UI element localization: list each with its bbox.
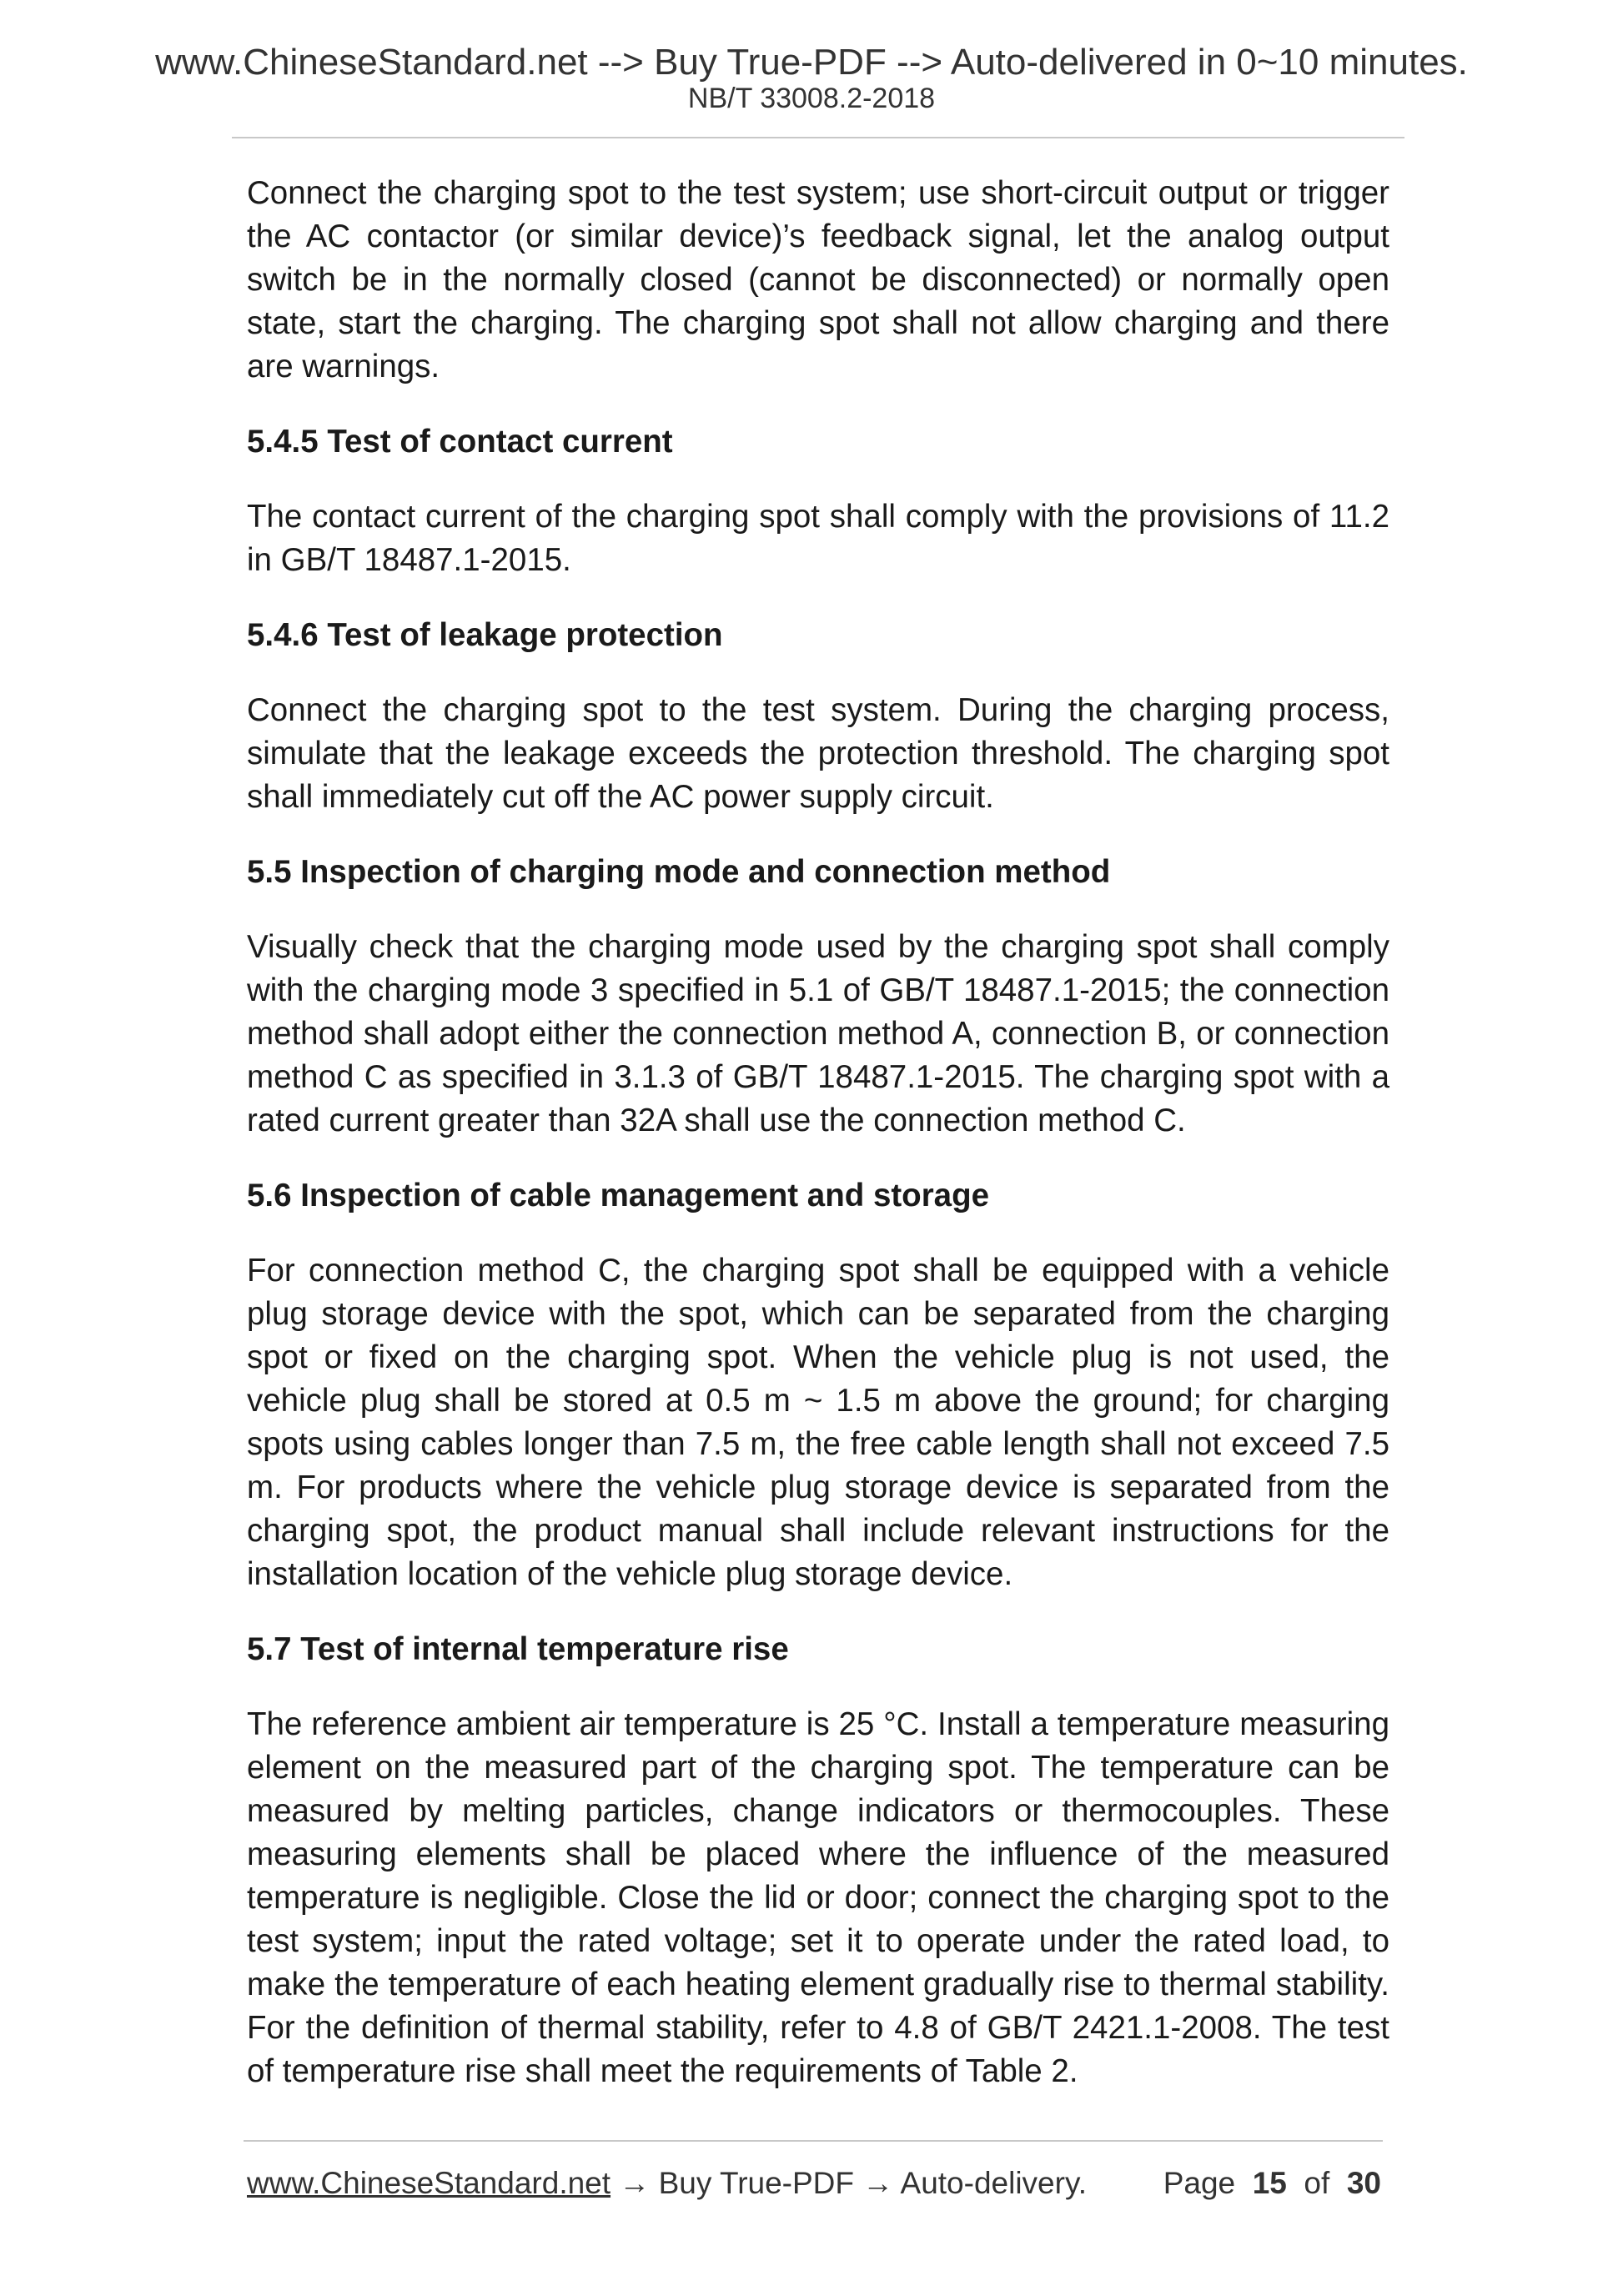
paragraph-temperature-rise: The reference ambient air temperature is 25 °C. Install a temperature measuring element on the measured part of the charging spot. The temperature can be measured by melting particles, change indicators or thermocouples. These measuring elements shall be placed where the influence of the measured temperature is negligible. Close the lid or door; connect the charging spot to the test system; input the rated voltage; set it to operate under the rated load, to make the temperature of each heating element gradually rise to thermal stability. For the definition of thermal stability, refer to 4.8 of GB/T 2421.1-2008. The test of temperature rise shall meet the requirements of Table 2. <box>247 1706 1389 2089</box>
heading-5-5: 5.5 Inspection of charging mode and connection method <box>247 854 1111 890</box>
page-content <box>247 172 1389 2125</box>
heading-5-4-6: 5.4.6 Test of leakage protection <box>247 617 723 653</box>
paragraph-charging-mode: Visually check that the charging mode used by the charging spot shall comply with the charging mode 3 specified in 5.1 of GB/T 18487.1-2015; the connection method shall adopt either the connection method A, connection B, or connection method C as specified in 3.1.3 of GB/T 18487.1-2015. The charging spot with a rated current greater than 32A shall use the connection method C. <box>247 929 1389 1138</box>
heading-5-6: 5.6 Inspection of cable management and storage <box>247 1178 990 1213</box>
document-number: NB/T 33008.2-2018 <box>687 83 936 114</box>
footer-site-link[interactable]: www.ChineseStandard.net <box>247 2166 611 2200</box>
footer-tagline: → Buy True-PDF → Auto-delivery. <box>611 2166 1087 2200</box>
current-page-number: 15 <box>1252 2166 1287 2200</box>
site-banner: www.ChineseStandard.net --> Buy True-PDF --> Auto-delivered in 0~10 minutes. <box>155 42 1468 83</box>
page-word: Page <box>1163 2166 1236 2200</box>
paragraph-contact-current: The contact current of the charging spot shall comply with the provisions of 11.2 in GB/T 18487.1-2015. <box>247 499 1389 578</box>
footer-left <box>247 2163 1087 2203</box>
heading-5-4-5: 5.4.5 Test of contact current <box>247 424 673 460</box>
paragraph-leakage-protection: Connect the charging spot to the test system. During the charging process, simulate that the leakage exceeds the protection threshold. The charging spot shall immediately cut off the AC power supply circuit. <box>247 692 1389 815</box>
paragraph-contactor-feedback-test: Connect the charging spot to the test system; use short-circuit output or trigger the AC contactor (or similar device)’s feedback signal, let the analog output switch be in the normally closed (cannot be disconnected) or normally open state, start the charging. The charging spot shall not allow charging and there are warnings. <box>247 175 1389 384</box>
page-indicator <box>1163 2163 1381 2203</box>
heading-5-7: 5.7 Test of internal temperature rise <box>247 1631 789 1667</box>
paragraph-cable-management: For connection method C, the charging spot shall be equipped with a vehicle plug storage device with the spot, which can be separated from the charging spot or fixed on the charging spot. When the vehicle plug is not used, the vehicle plug shall be stored at 0.5 m ~ 1.5 m above the ground; for charging spots using cables longer than 7.5 m, the free cable length shall not exceed 7.5 m. For products where the vehicle plug storage device is separated from the charging spot, the product manual shall include relevant instructions for the installation location of the vehicle plug storage device. <box>247 1253 1389 1592</box>
of-word: of <box>1304 2166 1330 2200</box>
header-divider <box>232 137 1404 138</box>
total-page-number: 30 <box>1346 2166 1381 2200</box>
footer-divider <box>244 2140 1383 2142</box>
